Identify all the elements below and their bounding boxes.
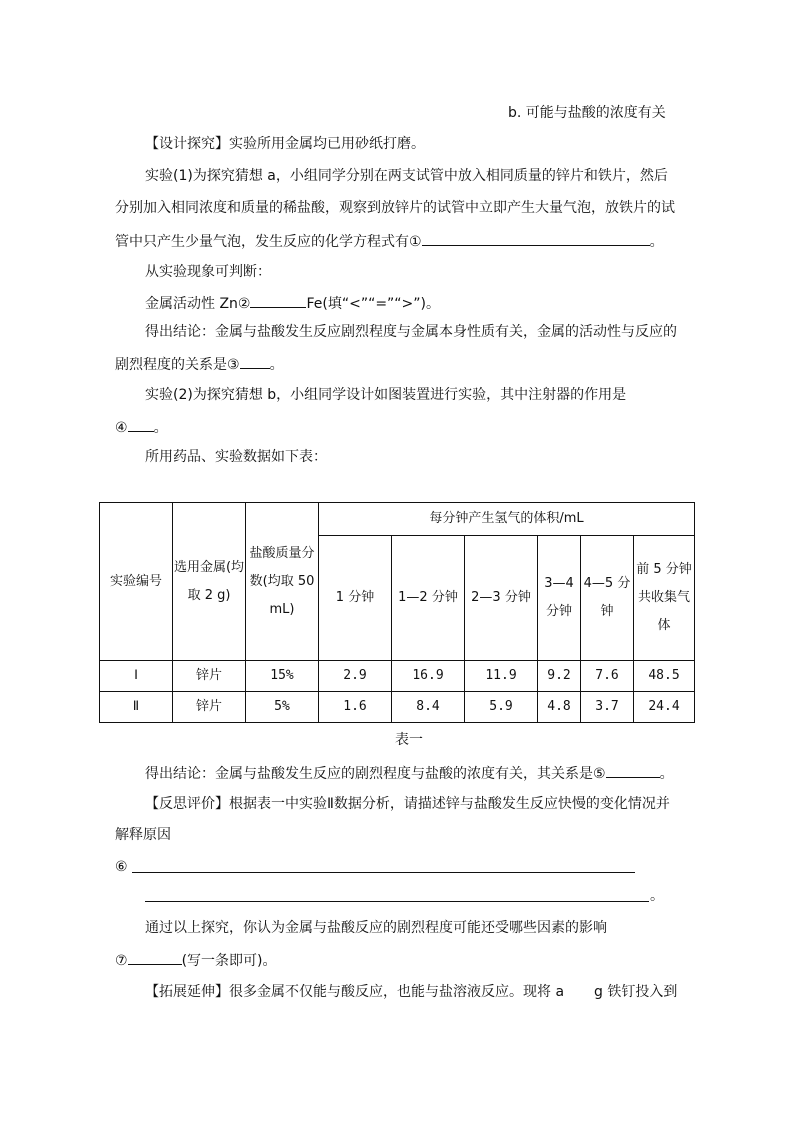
exp1-text-line1: 实验(1)为探究猜想 a，小组同学分别在两支试管中放入相同质量的锌片和铁片，然后 <box>145 168 668 184</box>
row-v4: 4.8 <box>538 692 581 723</box>
extension-text-end: g 铁钉投入到 <box>594 984 678 1000</box>
header-min5: 4—5 分钟 <box>581 536 634 661</box>
row-total: 48.5 <box>634 661 695 692</box>
row-metal: 锌片 <box>173 692 246 723</box>
row-v3: 5.9 <box>465 692 538 723</box>
factors-answer-line <box>115 949 277 971</box>
row-conc: 15% <box>246 661 319 692</box>
header-exp: 实验编号 <box>100 503 173 661</box>
row-v2: 16.9 <box>392 661 465 692</box>
judge-text: 从实验现象可判断： <box>145 264 271 280</box>
period: 。 <box>659 766 674 782</box>
conclusion2 <box>145 762 674 784</box>
answer-blank-1[interactable] <box>422 230 650 246</box>
row-metal: 锌片 <box>173 661 246 692</box>
header-min1: 1 分钟 <box>319 536 392 661</box>
answer-blank-6a[interactable] <box>132 872 635 873</box>
factors-question: 通过以上探究，你认为金属与盐酸反应的剧烈程度可能还受哪些因素的影响 <box>145 920 607 936</box>
data-table <box>99 502 695 723</box>
header-metal: 选用金属(均取 2 g) <box>173 503 246 661</box>
conclusion2-label: 得出结论：金属与盐酸发生反应的剧烈程度与盐酸的浓度有关，其关系是⑤ <box>145 766 606 782</box>
activity-compare <box>145 292 440 314</box>
row-v5: 7.6 <box>581 661 634 692</box>
row-v2: 8.4 <box>392 692 465 723</box>
answer-mark-4: ④ <box>115 420 128 436</box>
answer-blank-5[interactable] <box>606 762 660 778</box>
exp1-text-line3 <box>115 230 664 252</box>
header-min4: 3—4 分钟 <box>538 536 581 661</box>
row-v3: 11.9 <box>465 661 538 692</box>
table-row <box>100 661 695 692</box>
answer-mark-7: ⑦ <box>115 953 128 969</box>
hypothesis-b: b. 可能与盐酸的浓度有关 <box>508 105 666 121</box>
row-v4: 9.2 <box>538 661 581 692</box>
answer-blank-3[interactable] <box>240 353 270 369</box>
reflection-line2: 解释原因 <box>115 827 171 843</box>
reflection-line1: 【反思评价】根据表一中实验Ⅱ数据分析，请描述锌与盐酸发生反应快慢的变化情况并 <box>145 796 670 812</box>
exp1-text-line3-label: 管中只产生少量气泡，发生反应的化学方程式有① <box>115 234 422 250</box>
answer-blank-6b[interactable] <box>145 901 649 902</box>
conclusion1-line1: 得出结论：金属与盐酸发生反应剧烈程度与金属本身性质有关，金属的活动性与反应的 <box>145 324 677 340</box>
answer-blank-4[interactable] <box>128 416 154 432</box>
period: 。 <box>153 420 168 436</box>
conclusion1-line2 <box>115 353 284 375</box>
row-id: Ⅱ <box>100 692 173 723</box>
period: 。 <box>649 234 664 250</box>
exp2-answer-line <box>115 416 168 438</box>
row-id: Ⅰ <box>100 661 173 692</box>
activity-suffix: Fe(填“<”“=”“>”)。 <box>306 296 441 312</box>
activity-prefix: 金属活动性 Zn② <box>145 296 251 312</box>
exp2-text: 实验(2)为探究猜想 b，小组同学设计如图装置进行实验，其中注射器的作用是 <box>145 387 627 403</box>
period: 。 <box>650 888 664 904</box>
header-conc: 盐酸质量分数(均取 50 mL) <box>246 503 319 661</box>
row-v1: 2.9 <box>319 661 392 692</box>
table-caption: 表一 <box>395 732 423 748</box>
header-min2: 1—2 分钟 <box>392 536 465 661</box>
table-intro: 所用药品、实验数据如下表： <box>145 449 327 465</box>
table-row <box>100 692 695 723</box>
row-conc: 5% <box>246 692 319 723</box>
row-total: 24.4 <box>634 692 695 723</box>
exp1-text-line2: 分别加入相同浓度和质量的稀盐酸，观察到放锌片的试管中立即产生大量气泡，放铁片的试 <box>115 200 675 216</box>
design-heading: 【设计探究】实验所用金属均已用砂纸打磨。 <box>145 136 425 152</box>
header-min3: 2—3 分钟 <box>465 536 538 661</box>
factors-hint: (写一条即可)。 <box>181 953 277 969</box>
extension-text: 【拓展延伸】很多金属不仅能与酸反应，也能与盐溶液反应。现将 a <box>145 984 565 1000</box>
header-volume: 每分钟产生氢气的体积/mL <box>319 503 695 536</box>
row-v5: 3.7 <box>581 692 634 723</box>
header-total: 前 5 分钟共收集气体 <box>634 536 695 661</box>
conclusion1-label: 剧烈程度的关系是③ <box>115 357 240 373</box>
period: 。 <box>269 357 284 373</box>
answer-blank-7[interactable] <box>128 949 182 965</box>
extension-line <box>145 982 677 1002</box>
answer-blank-2[interactable] <box>250 292 306 308</box>
answer-mark-6: ⑥ <box>115 859 128 875</box>
row-v1: 1.6 <box>319 692 392 723</box>
